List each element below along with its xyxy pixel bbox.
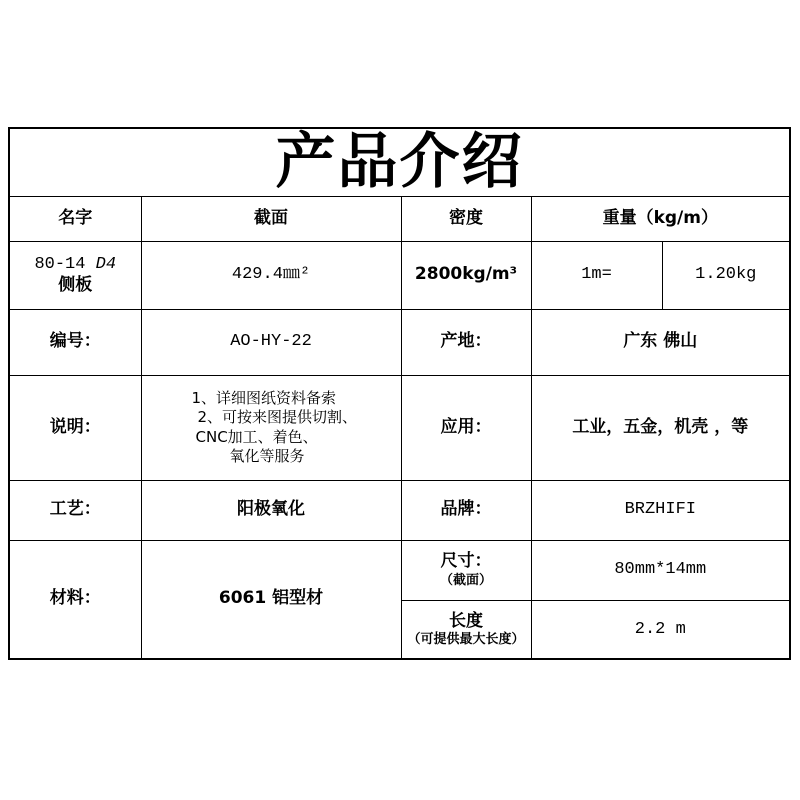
brand-value: BRZHIFI	[531, 480, 789, 540]
process-value: 阳极氧化	[141, 480, 401, 540]
product-info-table	[10, 129, 789, 659]
length-label: 长度	[449, 610, 483, 631]
header-weight: 重量（kg/m）	[531, 196, 789, 241]
code-value: AO-HY-22	[141, 309, 401, 375]
origin-label: 产地：	[401, 309, 531, 375]
weight-value: 1.20kg	[662, 241, 789, 309]
size-label-cell	[401, 540, 531, 600]
size-value: 80mm*14mm	[531, 540, 789, 600]
page-title: 产品介绍	[275, 127, 524, 198]
description-line-1: 1、详细图纸资料备索	[191, 388, 337, 407]
size-sublabel: （截面）	[439, 572, 492, 588]
size-label: 尺寸：	[440, 551, 492, 572]
description-cell	[141, 375, 401, 480]
application-value: 工业，五金，机壳 ，等	[531, 375, 789, 480]
description-line-3: CNC加工、着色、	[195, 427, 318, 446]
header-density: 密度	[401, 196, 531, 241]
code-label: 编号：	[10, 309, 141, 375]
header-name: 名字	[10, 196, 141, 241]
length-unit-label: 1m=	[531, 241, 662, 309]
product-name-line1	[14, 254, 137, 275]
material-label: 材料：	[10, 540, 141, 658]
length-value: 2.2 m	[531, 600, 789, 658]
length-label-cell	[401, 600, 531, 658]
length-sublabel: （可提供最大长度）	[407, 631, 525, 647]
description-label: 说明：	[10, 375, 141, 480]
header-section: 截面	[141, 196, 401, 241]
material-value: 6061 铝型材	[141, 540, 401, 658]
product-name-cell	[10, 241, 141, 309]
application-label: 应用：	[401, 375, 531, 480]
product-name-line2: 侧板	[58, 275, 93, 295]
brand-label: 品牌：	[401, 480, 531, 540]
process-label: 工艺：	[10, 480, 141, 540]
description-line-4: 氧化等服务	[229, 447, 305, 465]
product-info-sheet	[8, 127, 791, 660]
origin-value: 广东 佛山	[531, 309, 789, 375]
product-suffix: D4	[95, 254, 117, 274]
section-area-value: 429.4㎜²	[141, 241, 401, 309]
density-value: 2800kg/m³	[401, 241, 531, 309]
product-code: 80-14	[34, 254, 96, 274]
title-cell	[10, 129, 789, 196]
description-line-2: 2、可按来图提供切割、	[197, 408, 358, 426]
